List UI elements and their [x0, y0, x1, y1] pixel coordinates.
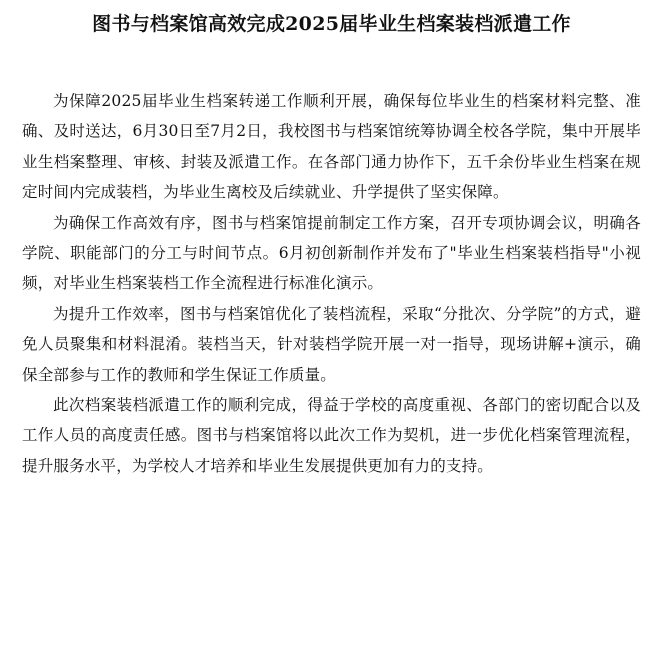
article-paragraph-2: 为确保工作高效有序，图书与档案馆提前制定工作方案，召开专项协调会议，明确各学院、职能部门的分工与时间节点。6月初创新制作并发布了"毕业生档案装档指导"小视频，对毕业生档案装档工作全流程进行标准化演示。	[22, 213, 641, 293]
article-body	[22, 86, 641, 481]
article-title: 图书与档案馆高效完成2025届毕业生档案装档派遣工作	[92, 13, 571, 35]
article-paragraph-4: 此次档案装档派遣工作的顺利完成，得益于学校的高度重视、各部门的密切配合以及工作人员的高度责任感。图书与档案馆将以此次工作为契机，进一步优化档案管理流程，提升服务水平，为学校人才培养和毕业生发展提供更加有力的支持。	[22, 396, 641, 475]
article-paragraph-3: 为提升工作效率，图书与档案馆优化了装档流程，采取“分批次、分学院”的方式，避免人员聚集和材料混淆。装档当天，针对装档学院开展一对一指导，现场讲解+演示，确保全部参与工作的教师和学生保证工作质量。	[22, 304, 641, 384]
article-paragraph-1: 为保障2025届毕业生档案转递工作顺利开展，确保每位毕业生的档案材料完整、准确、及时送达，6月30日至7月2日，我校图书与档案馆统筹协调全校各学院，集中开展毕业生档案整理、审核、封装及派遣工作。在各部门通力协作下，五千余份毕业生档案在规定时间内完成装档，为毕业生离校及后续就业、升学提供了坚实保障。	[22, 92, 641, 202]
